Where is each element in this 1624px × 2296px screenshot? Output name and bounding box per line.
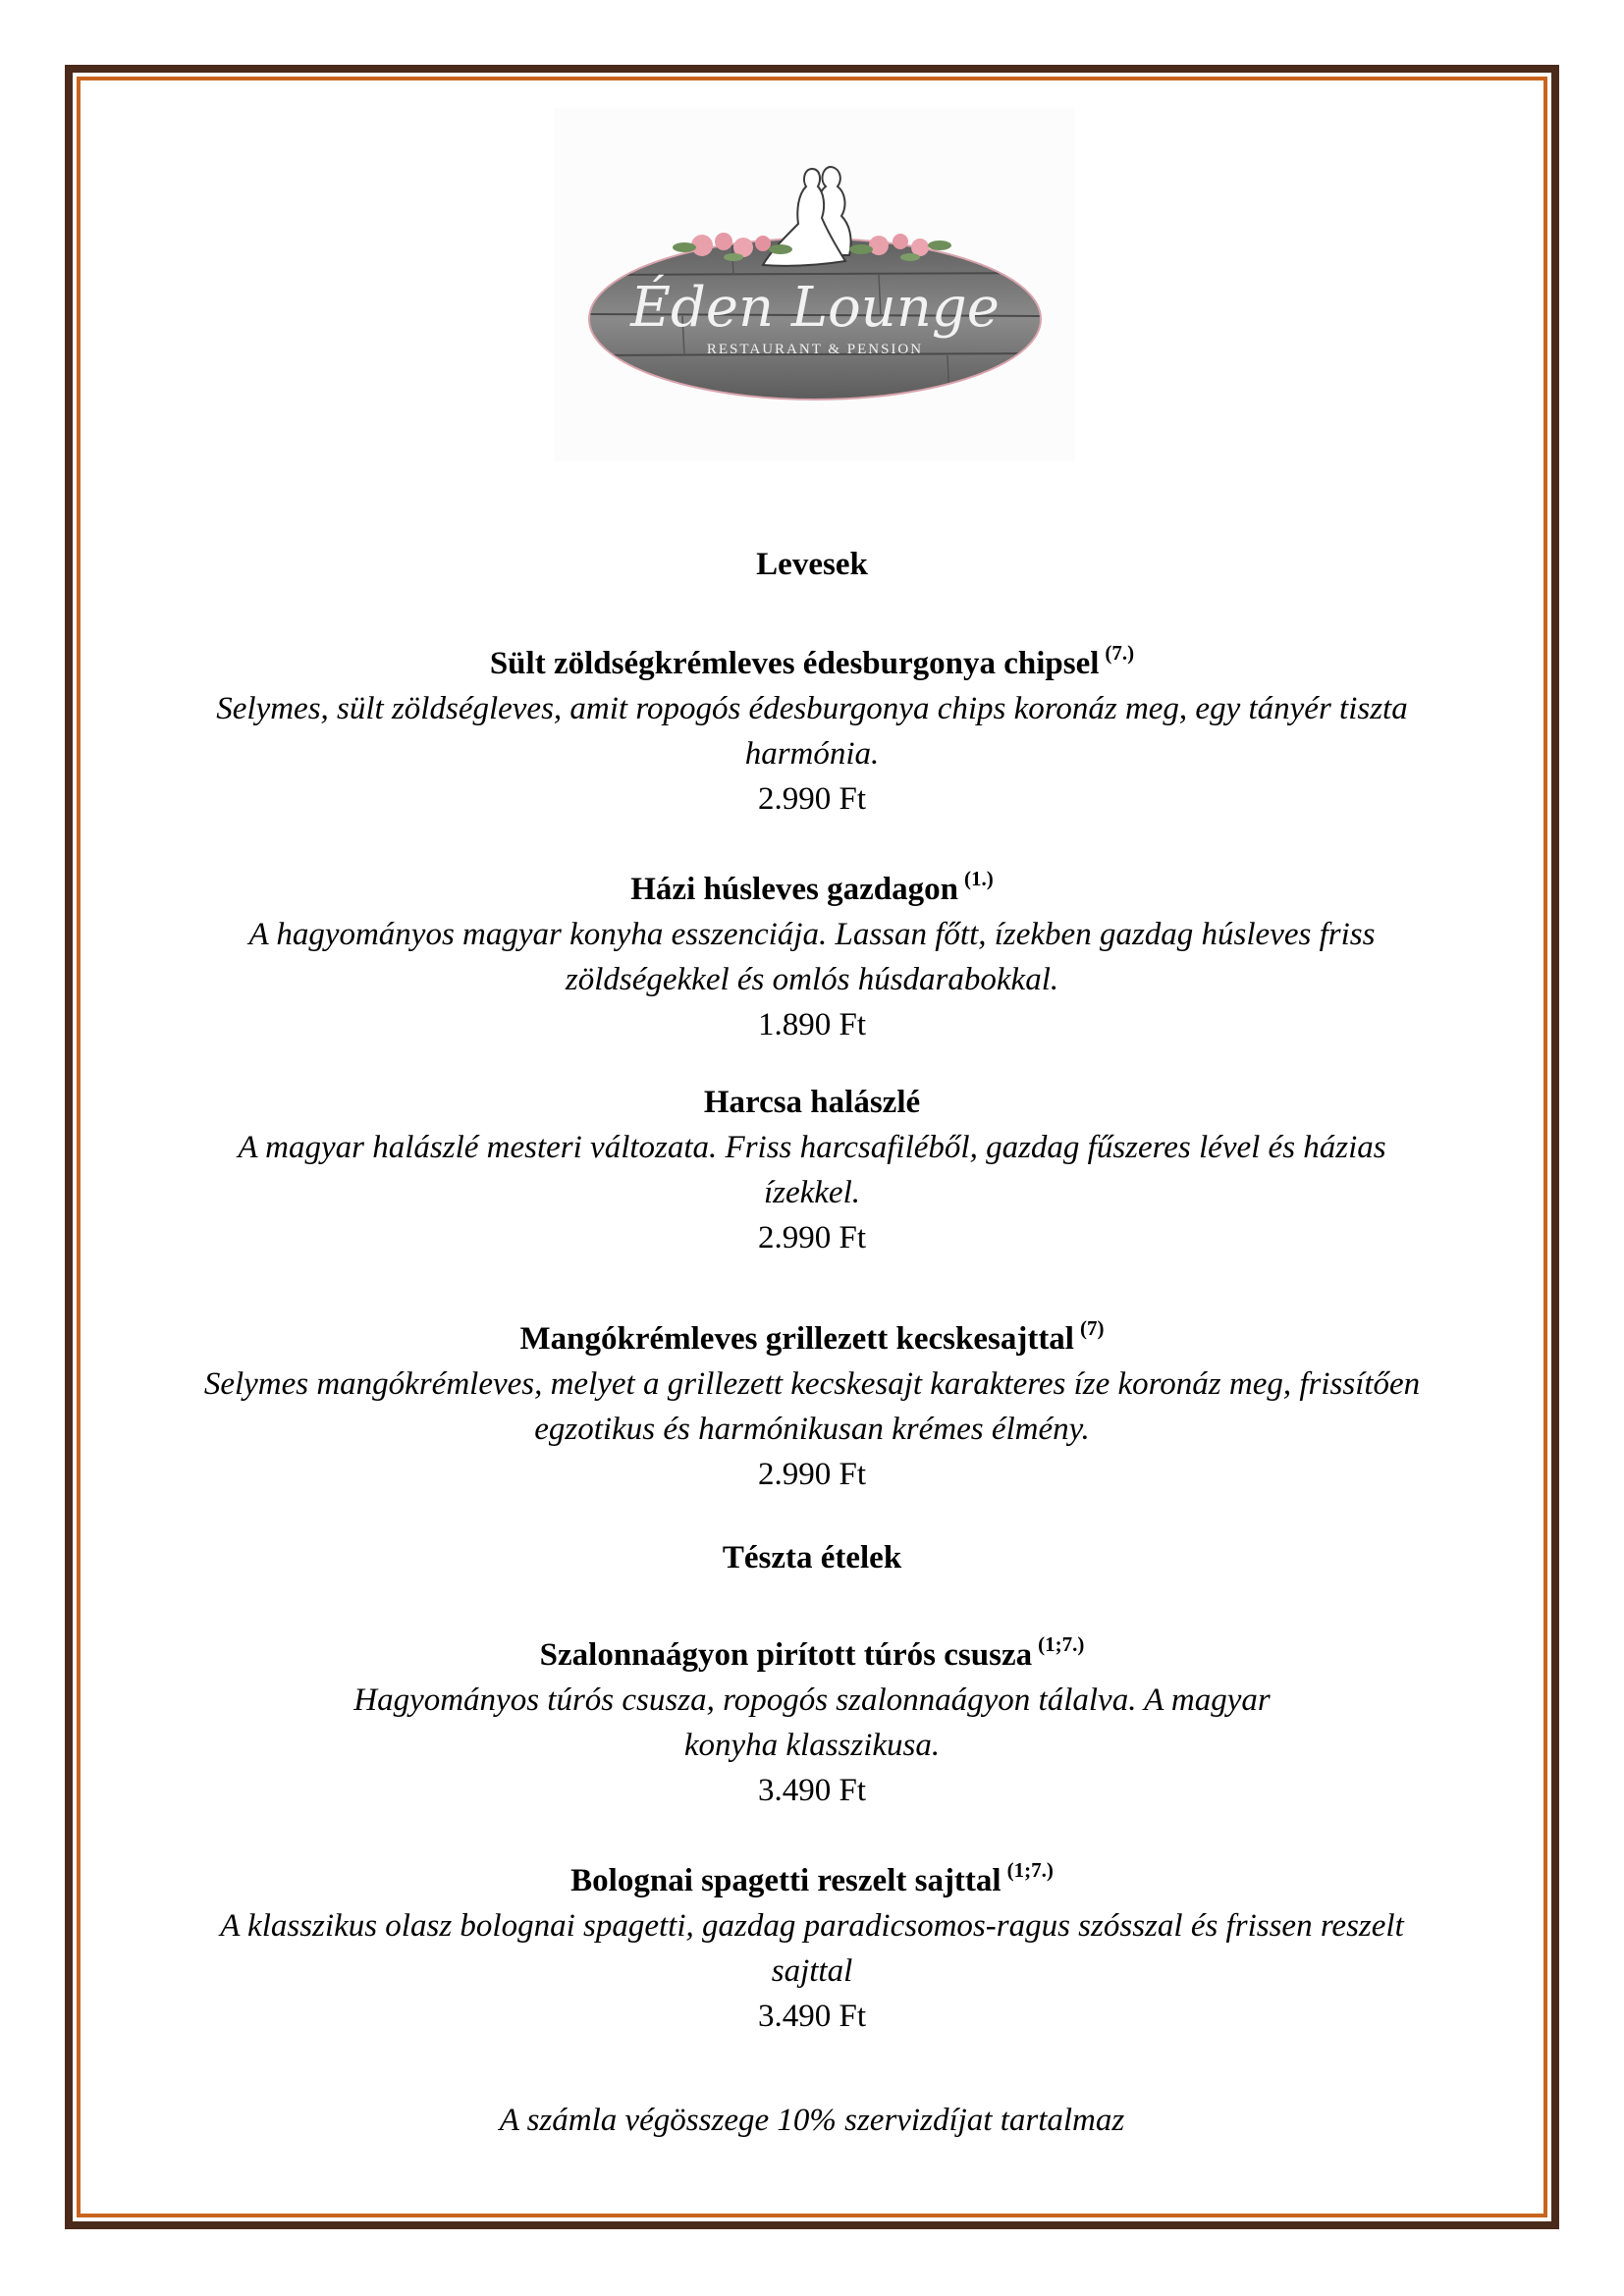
item-description: Selymes, sült zöldségleves, amit ropogós édesburgonya chips koronáz meg, egy tányér tiszta harmónia. xyxy=(216,691,1408,772)
item-name: Házi húsleves gazdagon $^{(1.)}$ xyxy=(630,867,994,907)
item-price: 3.490 Ft xyxy=(757,1773,867,1808)
item-description: A klasszikus olasz bolognai spagetti, gazdag paradicsomos-ragus szósszal és frissen reszelt sajttal xyxy=(220,1908,1404,1989)
item-price: 1.890 Ft xyxy=(757,1007,867,1042)
allergen-codes: (1;7.) xyxy=(1006,1858,1054,1882)
section-title-teszta-etelek: Tészta ételek xyxy=(722,1540,902,1575)
item-price: 2.990 Ft xyxy=(757,1220,867,1255)
service-charge-note: A számla végösszege 10% szervizdíjat tartalmaz xyxy=(499,2103,1125,2138)
section-title-levesek: Levesek xyxy=(756,547,868,582)
item-price: 2.990 Ft xyxy=(757,781,867,817)
item-name: Szalonnaágyon pirított túrós csusza $^{(1;7.)}$ xyxy=(539,1632,1085,1673)
item-price: 3.490 Ft xyxy=(757,1999,867,2034)
item-description: Hagyományos túrós csusza, ropogós szalonnaágyon tálalva. A magyar konyha klasszikusa. xyxy=(353,1682,1271,1763)
item-price: 2.990 Ft xyxy=(757,1457,867,1492)
item-name: Bolognai spagetti reszelt sajttal $^{(1;7.)}$ xyxy=(570,1858,1054,1898)
menu-item xyxy=(147,856,1477,1047)
logo-subtitle: RESTAURANT & PENSION xyxy=(706,342,924,357)
item-description: A magyar halászlé mesteri változata. Friss harcsafiléből, gazdag fűszeres lével és házias ízekkel. xyxy=(238,1130,1386,1210)
menu-item xyxy=(147,1622,1477,1813)
allergen-codes: (1.) xyxy=(963,867,994,890)
menu-item xyxy=(147,1306,1477,1497)
logo-name: Éden Lounge xyxy=(630,276,1000,340)
item-description: Selymes mangókrémleves, melyet a grillezett kecskesajt karakteres íze koronáz meg, frissítően egzotikus és harmónikusan krémes élmény. xyxy=(203,1366,1421,1447)
item-name: Sült zöldségkrémleves édesburgonya chipsel $^{(7.)}$ xyxy=(489,641,1135,681)
allergen-codes: (7.) xyxy=(1105,641,1135,665)
allergen-codes: (1;7.) xyxy=(1038,1632,1085,1656)
allergen-codes: (7) xyxy=(1079,1316,1105,1340)
item-description: A hagyományos magyar konyha esszenciája. Lassan főtt, ízekben gazdag húsleves friss zöldségekkel és omlós húsdarabokkal. xyxy=(248,917,1376,997)
item-name: Harcsa halászlé xyxy=(703,1085,921,1120)
menu-item xyxy=(147,1847,1477,2039)
restaurant-logo xyxy=(555,108,1075,461)
item-name: Mangókrémleves grillezett kecskesajttal $^{(7)}$ xyxy=(519,1316,1105,1357)
menu-item xyxy=(147,1080,1477,1260)
menu-item xyxy=(147,630,1477,822)
